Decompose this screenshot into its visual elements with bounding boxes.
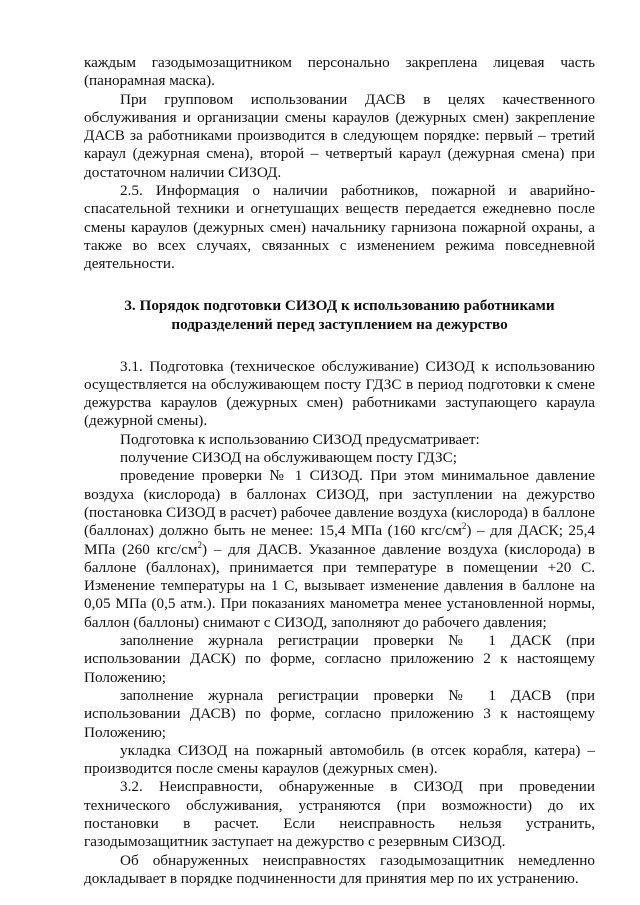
check-1-text-a: проведение проверки № 1 СИЗОД. При этом минимальное давление воздуха (кислорода) в баллонах СИЗОД, при заступлении на дежурство (постановка СИЗОД в расчет) рабочее давление воздуха (кислорода) в баллоне (баллонах) должно быть не менее: 15,4 МПа (160 кгс/см: [84, 467, 595, 540]
heading-line-1: 3. Порядок подготовки СИЗОД к использованию работниками: [124, 296, 555, 314]
paragraph-3-2: 3.2. Неисправности, обнаруженные в СИЗОД при проведении технического обслуживания, устраняются (при возможности) до их постановки в расчет. Если неисправность нельзя устранить, газодымозащитник заступает на дежурство с резервным СИЗОД.: [84, 778, 595, 851]
paragraph-group-use: При групповом использовании ДАСВ в целях качественного обслуживания и организации смены караулов (дежурных смен) закрепление ДАСВ за работниками производится в следующем порядке: первый – третий караул (дежурная смена), второй – четвертый караул (дежурная смена) при достаточном наличии СИЗОД.: [84, 90, 595, 181]
paragraph-mask-assignment: каждым газодымозащитником персонально закреплена лицевая часть (панорамная маска).: [84, 54, 595, 90]
list-item-journal-dask: заполнение журнала регистрации проверки № 1 ДАСК (при использовании ДАСК) по форме, согласно приложению 2 к настоящему Положению;: [84, 632, 595, 686]
superscript-1: 2: [461, 521, 467, 532]
list-item-loading: укладка СИЗОД на пожарный автомобиль (в отсек корабля, катера) – производится после смены караулов (дежурных смен).: [84, 741, 595, 778]
paragraph-fault-report: Об обнаруженных неисправностях газодымозащитник немедленно докладывает в порядке подчиненности для принятия мер по их устранению.: [84, 851, 595, 887]
list-item-journal-dasv: заполнение журнала регистрации проверки № 1 ДАСВ (при использовании ДАСВ) по форме, согласно приложению 3 к настоящему Положению;: [84, 686, 595, 741]
check-1-text-b: ) – для ДАСК; 25,4 МПа (260 кгс/см: [84, 522, 595, 558]
section-3-heading: [84, 296, 595, 334]
list-item-receive-sizod: получение СИЗОД на обслуживающем посту ГДЗС;: [120, 449, 457, 467]
paragraph-2-5: 2.5. Информация о наличии работников, пожарной и аварийно-спасательной техники и огнетушащих веществ передается ежедневно после смены караулов (дежурных смен) начальнику гарнизона пожарной охраны, а также во всех случаях, связанных с изменением режима повседневной деятельности.: [84, 182, 595, 273]
superscript-2: 2: [197, 539, 202, 550]
paragraph-3-1: 3.1. Подготовка (техническое обслуживание) СИЗОД к использованию осуществляется на обслуживающем посту ГДЗС в период подготовки к смене дежурства караулов (дежурных смен) работниками заступающего караула (дежурной смены).: [84, 357, 595, 430]
paragraph-preparation-intro: Подготовка к использованию СИЗОД предусматривает:: [120, 430, 480, 448]
check-1-text-c: ) – для ДАСВ. Указанное давление воздуха (кислорода) в баллоне (баллонах), принимается при температуре в помещении +20 С. Изменение температуры на 1 С, вызывает изменение давления в баллоне на 0,05 МПа (0,5 атм.). При показаниях манометра менее установленной нормы, баллон (баллоны) снимают с СИЗОД, заполняют до рабочего давления;: [84, 540, 595, 631]
list-item-check-1: [84, 467, 595, 632]
document-page: [84, 54, 595, 888]
heading-line-2: подразделений перед заступлением на дежурство: [171, 315, 508, 333]
